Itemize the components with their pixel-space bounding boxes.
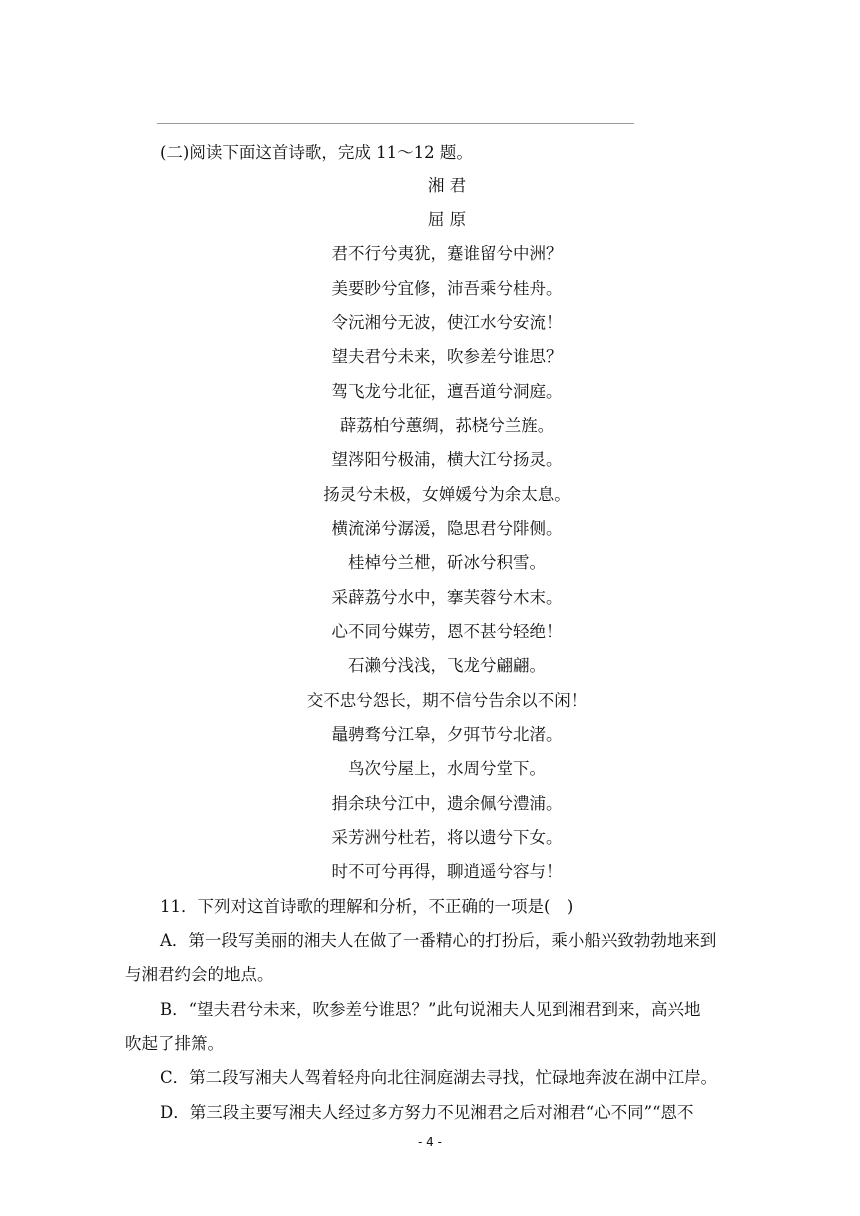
poem-line: 望涔阳兮极浦，横大江兮扬灵。 [331, 450, 563, 469]
page-number: - 4 - [418, 1135, 442, 1149]
poem-line: 心不同兮媒劳，恩不甚兮轻绝！ [331, 622, 563, 641]
section-intro: (二)阅读下面这首诗歌，完成 11～12 题。 [160, 143, 473, 162]
poem-line: 桂棹兮兰枻，斫冰兮积雪。 [348, 553, 546, 572]
poem-line: 薜荔柏兮蕙绸，荪桡兮兰旌。 [339, 416, 555, 435]
poem-line: 君不行兮夷犹，蹇谁留兮中洲？ [331, 244, 563, 263]
poem-line: 鼂骋骛兮江皋，夕弭节兮北渚。 [331, 725, 563, 744]
poem-line: 驾飞龙兮北征，邅吾道兮洞庭。 [331, 382, 563, 401]
poem-line: 令沅湘兮无波，使江水兮安流！ [331, 313, 563, 332]
poem-line: 交不忠兮怨长，期不信兮告余以不闲！ [306, 691, 588, 710]
option-d: D．第三段主要写湘夫人经过多方努力不见湘君之后对湘君“心不同”“恩不 [160, 1103, 694, 1122]
poem-author: 屈 原 [427, 210, 467, 229]
question-stem: 11．下列对这首诗歌的理解和分析，不正确的一项是( ) [160, 897, 574, 916]
poem-title: 湘 君 [427, 176, 467, 195]
poem-line: 时不可兮再得，聊逍遥兮容与！ [331, 862, 563, 881]
poem-line: 采芳洲兮杜若，将以遗兮下女。 [331, 828, 563, 847]
poem-line: 扬灵兮未极，女婵媛兮为余太息。 [323, 485, 571, 504]
option-b: B．“望夫君兮未来，吹参差兮谁思？”此句说湘夫人见到湘君到来，高兴地 [160, 1000, 701, 1019]
option-a-continued: 与湘君约会的地点。 [125, 965, 274, 984]
poem-line: 望夫君兮未来，吹参差兮谁思？ [331, 347, 563, 366]
poem-line: 石濑兮浅浅，飞龙兮翩翩。 [348, 656, 546, 675]
poem-line: 采薜荔兮水中，搴芙蓉兮木末。 [331, 588, 563, 607]
option-b-continued: 吹起了排箫。 [125, 1034, 224, 1053]
option-c: C．第二段写湘夫人驾着轻舟向北往洞庭湖去寻找，忙碌地奔波在湖中江岸。 [160, 1068, 718, 1087]
header-rule [157, 123, 634, 124]
poem-line: 横流涕兮潺湲，隐思君兮陫侧。 [331, 519, 563, 538]
poem-line: 美要眇兮宜修，沛吾乘兮桂舟。 [331, 279, 563, 298]
option-a: A．第一段写美丽的湘夫人在做了一番精心的打扮后，乘小船兴致勃勃地来到 [160, 931, 717, 950]
poem-line: 捐余玦兮江中，遗余佩兮澧浦。 [331, 794, 563, 813]
poem-line: 鸟次兮屋上，水周兮堂下。 [348, 759, 546, 778]
